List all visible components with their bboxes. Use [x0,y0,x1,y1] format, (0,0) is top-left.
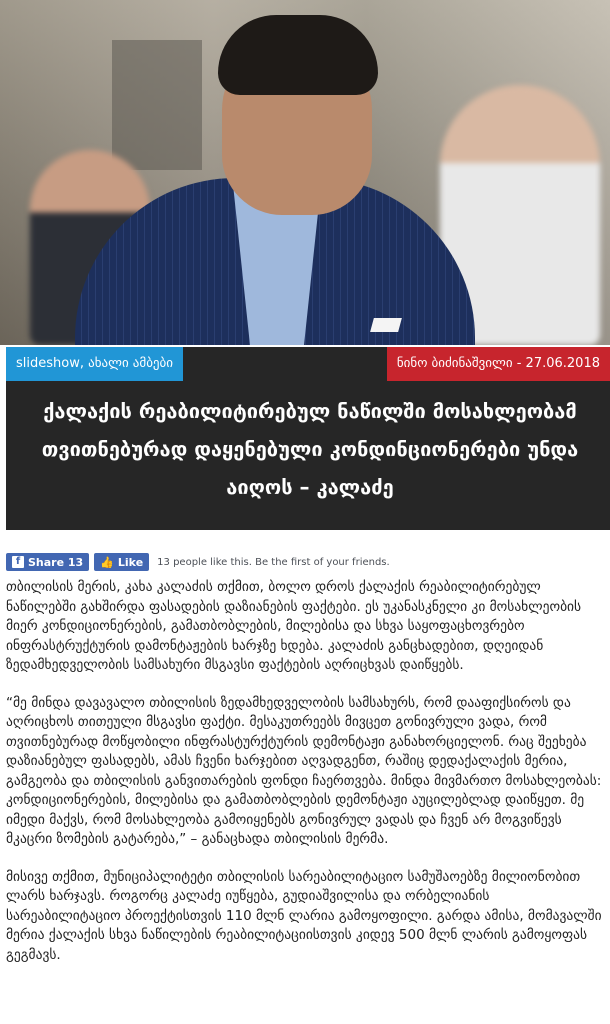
article-paragraph: მისივე თქმით, მუნიციპალიტეტი თბილისის სარეაბილიტაციო სამუშაოებზე მილიონობით ლარს ხარჯავს. როგორც კალაძე იუწყება, გუდიაშვილისა და ორბელიანის სარეაბილიტაციო პროექტისთვის 110 მლნ ლარია გამოყოფილი. გარდა ამისა, მომავალში მერია ქალაქის სხვა ნაწილების რეაბილიტაციისთვის კიდევ 500 მლნ ლარის გამოყოფას გეგმავს. [6,868,602,963]
like-label: Like [117,555,144,569]
like-count-text: 13 people like this. Be the first of your friends. [157,556,390,568]
article-title: ქალაქის რეაბილიტირებულ ნაწილში მოსახლეობამ თვითნებურად დაყენებული კონდინციონერები უნდა აიღოს – კალაძე [41,399,579,499]
facebook-like-button[interactable] [94,553,149,571]
thumbs-up-icon: 👍 [100,555,114,569]
hero-photo [0,0,610,345]
social-bar [6,552,390,572]
article-paragraph: თბილისის მერის, კახა კალაძის თქმით, ბოლო დროს ქალაქის რეაბილიტირებულ ნაწილებში გახშირდა ფასადების დაზიანების ფაქტები. ეს უკანასკნელი კი მოსახლეობის მიერ კონდიციონერების, გამათბობლების, მილებისა და სხვა საყოფაცხოვრებო ინფრასტრუქტურის დამონტაჟების ხარჯზე ხდება. კალაძის განცხადებით, დღეიდან ზედამხედველობის სამსახური მსგავსი ფაქტების აღრიცხვას დაიწყებს. [6,579,582,673]
article-paragraph: “მე მინდა დავავალო თბილისის ზედამხედველობის სამსახურს, რომ დააფიქსიროს და აღრიცხოს თითეული მსგავსი ფაქტი. მესაკუთრეებს მივცეთ გონივრული ვადა, რომ თვითნებურად მოწყობილი ინფრასტურქტურის დემონტაჟი განახორციელონ. რაც შეეხება დაზიანებულ ფასადებს, ამას ჩვენი ხარჯებით აღვადგენთ, რაშიც დედაქალაქის მერია, გამგეობა და თბილისის განვითარების ფონდი ჩაერთვება. მინდა მივმართო მოსახლეობას: კონდიციონერების, მილებისა და გამათბობლების დემონტაჟი აუცილებლად დაიწყეთ. მე იმედი მაქვს, რომ მოსახლეობა გამოიყენებს გონივრულ ვადას და ჩვენ არ მოგვიწევს მკაცრი ზომების გატარება,” – განაცხადა თბილისის მერმა. [6,694,602,847]
category-badge[interactable]: slideshow, ახალი ამბები [6,347,183,381]
byline-badge[interactable]: ნინო ბიძინაშვილი - 27.06.2018 [387,347,610,381]
article-body [6,578,606,983]
photo-subject-hair [218,15,378,95]
facebook-share-button[interactable] [6,553,89,571]
photo-pocket-square [370,318,402,332]
facebook-icon: f [12,556,24,568]
share-label: Share 13 [28,555,84,569]
photo-window [112,40,202,170]
